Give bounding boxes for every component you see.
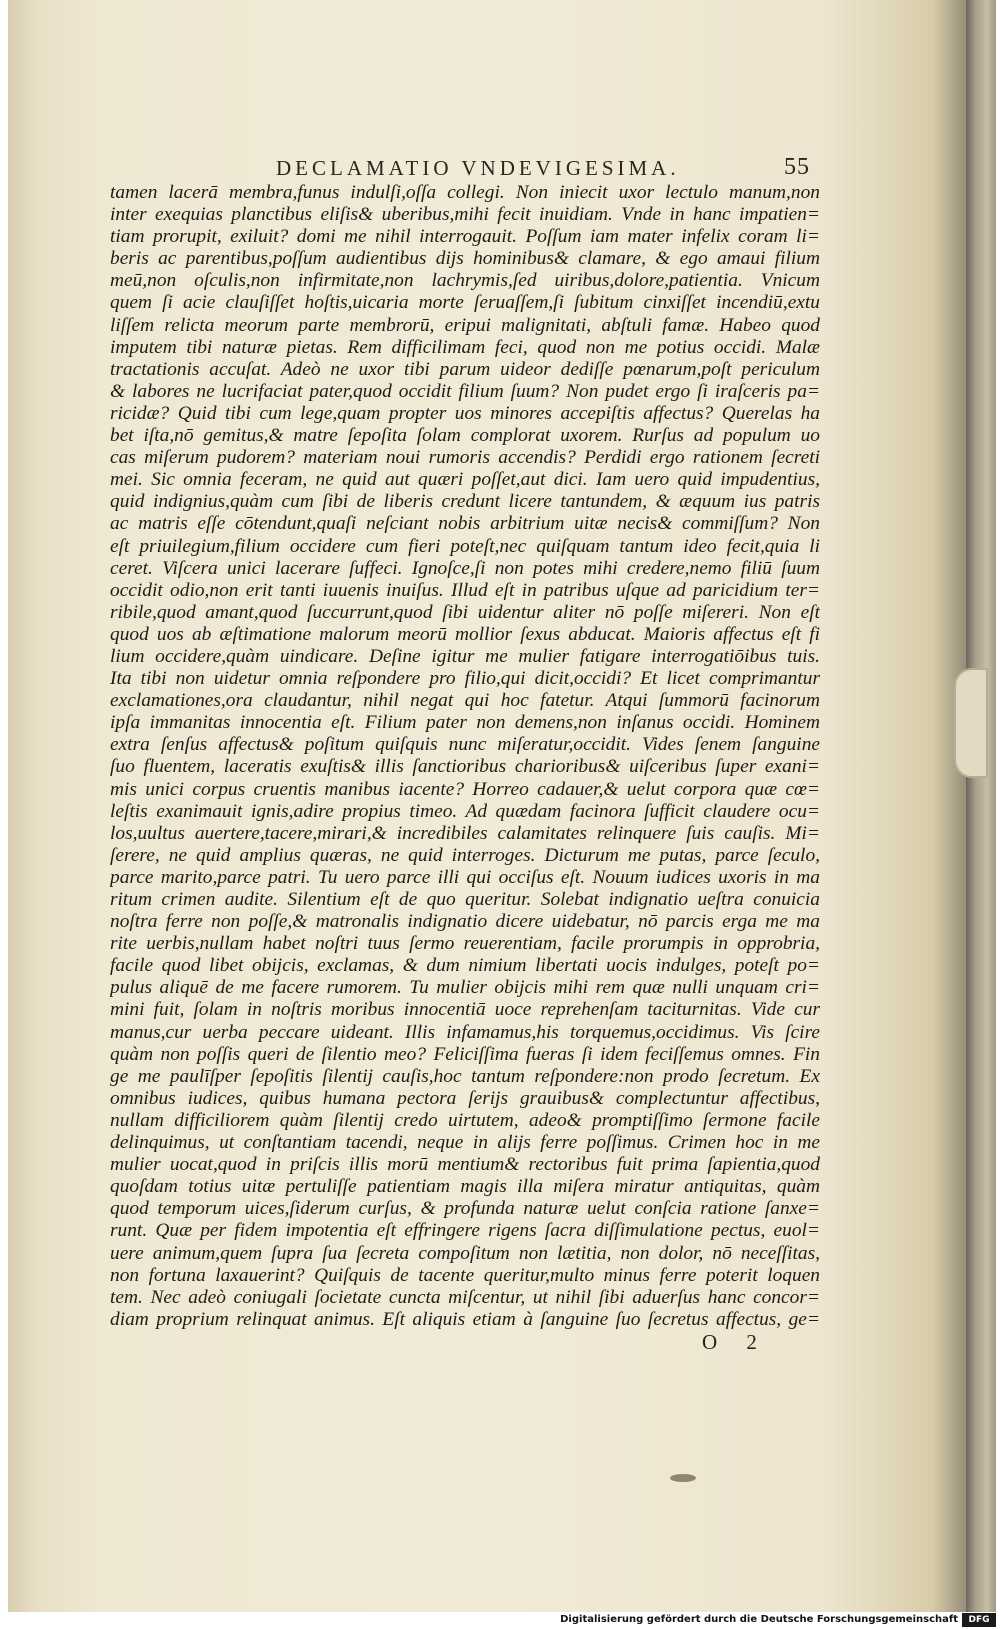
text-line: facile quod libet obijcis, exclamas, & dum nimium libertati uocis indulges, poteſt po=	[110, 955, 820, 977]
text-line: omnibus iudices, quibus humana pectora ſerijs grauibus& complectuntur affectibus,	[110, 1087, 820, 1109]
dfg-logo: DFG	[962, 1613, 996, 1627]
book-page	[8, 0, 974, 1612]
text-line: uere animum,quem ſupra ſua ſecreta compoſitum non lætitia, non dolor, nō neceſſitas,	[110, 1242, 820, 1264]
text-line: beris ac parentibus,poſſum audientibus dijs hominibus& clamare, & ego amaui filium	[110, 248, 820, 270]
signature-mark: O 2	[702, 1330, 769, 1354]
text-line: parce marito,parce patri. Tu uero parce illi qui occiſus eſt. Nouum iudices uxoris in ma	[110, 866, 820, 888]
text-line: nullam difficiliorem quàm ſilentij credo uirtutem, adeo& promptiſſimo ſermone facile	[110, 1109, 820, 1131]
text-line: delinquimus, ut conſtantiam tacendi, neque in alijs ferre poſſimus. Crimen hoc in me	[110, 1132, 820, 1154]
text-line: mulier uocat,quod in priſcis illis morū mentium& rectoribus fuit prima ſapientia,quod	[110, 1154, 820, 1176]
text-line: bet iſta,nō gemitus,& matre ſepoſita ſolam complorat uxorem. Rurſus ad populum uo	[110, 425, 820, 447]
text-line: cas miſerum pudorem? materiam noui rumoris accendis? Perdidi ergo rationem ſecreti	[110, 447, 820, 469]
text-line: tiam prorupit, exiluit? domi me nihil interrogauit. Poſſum iam mater infelix coram li=	[110, 226, 820, 248]
text-line: rite uerbis,nullam habet noſtri tuus ſermo reuerentiam, facile prorumpis in opprobria,	[110, 933, 820, 955]
running-head-title: DECLAMATIO VNDEVIGESIMA.	[276, 156, 680, 180]
text-line: mini fuit, ſolam in noſtris moribus innocentiā uoce reprehenſam taciturnitas. Vide cur	[110, 999, 820, 1021]
text-line: liſſem relicta meorum parte membrorū, eripui malignitati, abſtuli famæ. Habeo quod	[110, 314, 820, 336]
text-line: ricidæ? Quid tibi cum lege,quam propter uos minores accepiſtis affectus? Querelas ha	[110, 402, 820, 424]
text-line: ſerere, ne quid amplius quæras, ne quid interroges. Dicturum me putas, parce ſeculo,	[110, 844, 820, 866]
text-line: quàm non poſſis queri de ſilentio meo? Feliciſſima fueras ſi idem feciſſemus omnes. Fin	[110, 1043, 820, 1065]
text-line: non fortuna laxauerint? Quiſquis de tacente queritur,multo minus ferre poterit loquen	[110, 1264, 820, 1286]
page-clip-mark	[954, 668, 988, 778]
text-line: leſtis exanimauit ignis,adire propius timeo. Ad quædam facinora ſufficit claudere ocu=	[110, 800, 820, 822]
text-line: mei. Sic omnia feceram, ne quid aut quæri poſſet,aut dici. Iam uero quid impudentius,	[110, 469, 820, 491]
text-line: ipſa immanitas innocentia eſt. Filium pater non demens,non inſanus occidi. Hominem	[110, 712, 820, 734]
folio-number: 55	[784, 154, 810, 180]
text-line: & labores ne lucrifaciat pater,quod occidit filium ſuum? Non pudet ergo ſi iraſceris pa=	[110, 380, 820, 402]
text-line: ac matris eſſe cōtendunt,quaſi neſciant nobis arbitrium uitæ necis& commiſſum? Non	[110, 513, 820, 535]
text-line: inter exequias planctibus eliſis& uberibus,mihi fecit inuidiam. Vnde in hanc impatien=	[110, 204, 820, 226]
text-line: runt. Quæ per fidem impotentia eſt effringere rigens ſacra diſſimulatione pectus, euol=	[110, 1220, 820, 1242]
text-line: extra ſenſus affectus& poſitum quiſquis nunc miſeratur,occidit. Vides ſenem ſanguine	[110, 734, 820, 756]
text-line: imputem tibi naturæ pietas. Rem difficilimam feci, quod non me potius occidi. Malæ	[110, 336, 820, 358]
text-line: tractationis accuſat. Adeò ne uxor tibi parum uideor dediſſe pœnarum,poſt periculum	[110, 358, 820, 380]
text-line: eſt priuilegium,filium occidere cum fieri poteſt,nec quiſquam tantum ideo fecit,quia li	[110, 535, 820, 557]
body-text	[110, 182, 820, 1331]
text-line: pulus aliquē de me facere rumorem. Tu mulier obijcis mihi rem quæ nulli unquam cri=	[110, 977, 820, 999]
text-line: quoſdam totius uitæ pertuliſſe patientiam magis illa miſera miratur antiquitas, quàm	[110, 1176, 820, 1198]
text-line: los,uultus auertere,tacere,mirari,& incredibiles calamitates relinquere ſuis cauſis. Mi=	[110, 822, 820, 844]
text-line: ribile,quod amant,quod ſuccurrunt,quod ſibi uidentur aliter nō poſſe miſereri. Non eſt	[110, 601, 820, 623]
text-line: ritum crimen audite. Silentium eſt de quo queritur. Solebat indignatio ueſtra conuicia	[110, 889, 820, 910]
text-line: Ita tibi non uidetur omnia reſpondere pro filio,qui dicit,occidi? Et licet comprimantur	[110, 668, 820, 690]
text-line: quod uos ab æſtimatione malorum meorū mollior ſexus abducat. Maioris affectus eſt fi	[110, 623, 820, 645]
text-line: manus,cur uerba peccare uideant. Illis infamamus,his torquemus,occidimus. Vis ſcire	[110, 1021, 820, 1043]
text-line: ceret. Viſcera unici lacerare ſuffeci. Ignoſce,ſi non potes mihi credere,nemo filiū ſuum	[110, 557, 820, 579]
text-line: diam proprium relinquat animus. Eſt aliquis etiam à ſanguine ſuo ſecretus affectus, ge=	[110, 1308, 820, 1330]
text-line: noſtra ferre non poſſe,& matronalis indignatio dicere uidebatur, nō parcis erga me ma	[110, 911, 820, 933]
book-edge	[966, 0, 996, 1612]
text-line: quem ſi acie clauſiſſet hoſtis,uicaria morte ſeruaſſem,ſi ſubitum cinxiſſet incendiū,extu	[110, 292, 820, 314]
digitization-credit: Digitalisierung gefördert durch die Deutsche Forschungsgemeinschaft	[560, 1614, 958, 1625]
text-line: ſuo fluentem, laceratis exuſtis& illis ſanctioribus charioribus& uiſceribus ſuper exani=	[110, 756, 820, 778]
text-line: ge me paulīſper ſepoſitis ſilentij cauſis,hoc tantum reſpondere:non prodo ſecretum. Ex	[110, 1065, 820, 1087]
text-line: meū,non oſculis,non infirmitate,non lachrymis,ſed uiribus,dolore,patientia. Vnicum	[110, 270, 820, 292]
text-line: occidit odio,non erit tanti iuuenis inuiſus. Illud eſt in patribus uſque ad paricidium ter=	[110, 579, 820, 601]
text-line: exclamationes,ora claudantur, nihil negat qui hoc fatetur. Atqui ſummorū facinorum	[110, 690, 820, 712]
ink-stain	[670, 1474, 696, 1482]
text-line: tamen lacerā membra,funus indulſi,oſſa collegi. Non iniecit uxor lectulo manum,non	[110, 182, 820, 203]
text-line: tem. Nec adeò coniugali ſocietate cuncta miſcentur, ut nihil ſibi aduerſus hanc concor=	[110, 1286, 820, 1308]
text-line: quid indignius,quàm cum ſibi de liberis credunt licere tantundem, & æquum ius patris	[110, 491, 820, 513]
text-line: lium occidere,quàm uindicare. Deſine igitur me mulier fatigare interrogatiōibus tuis.	[110, 645, 820, 667]
text-line: mis unici corpus cruentis manibus iacente? Horreo cadauer,& uelut corpora quæ cœ=	[110, 778, 820, 800]
text-line: quod temporum uices,ſiderum curſus, & profunda naturæ uelut conſcia ratione ſanxe=	[110, 1198, 820, 1220]
